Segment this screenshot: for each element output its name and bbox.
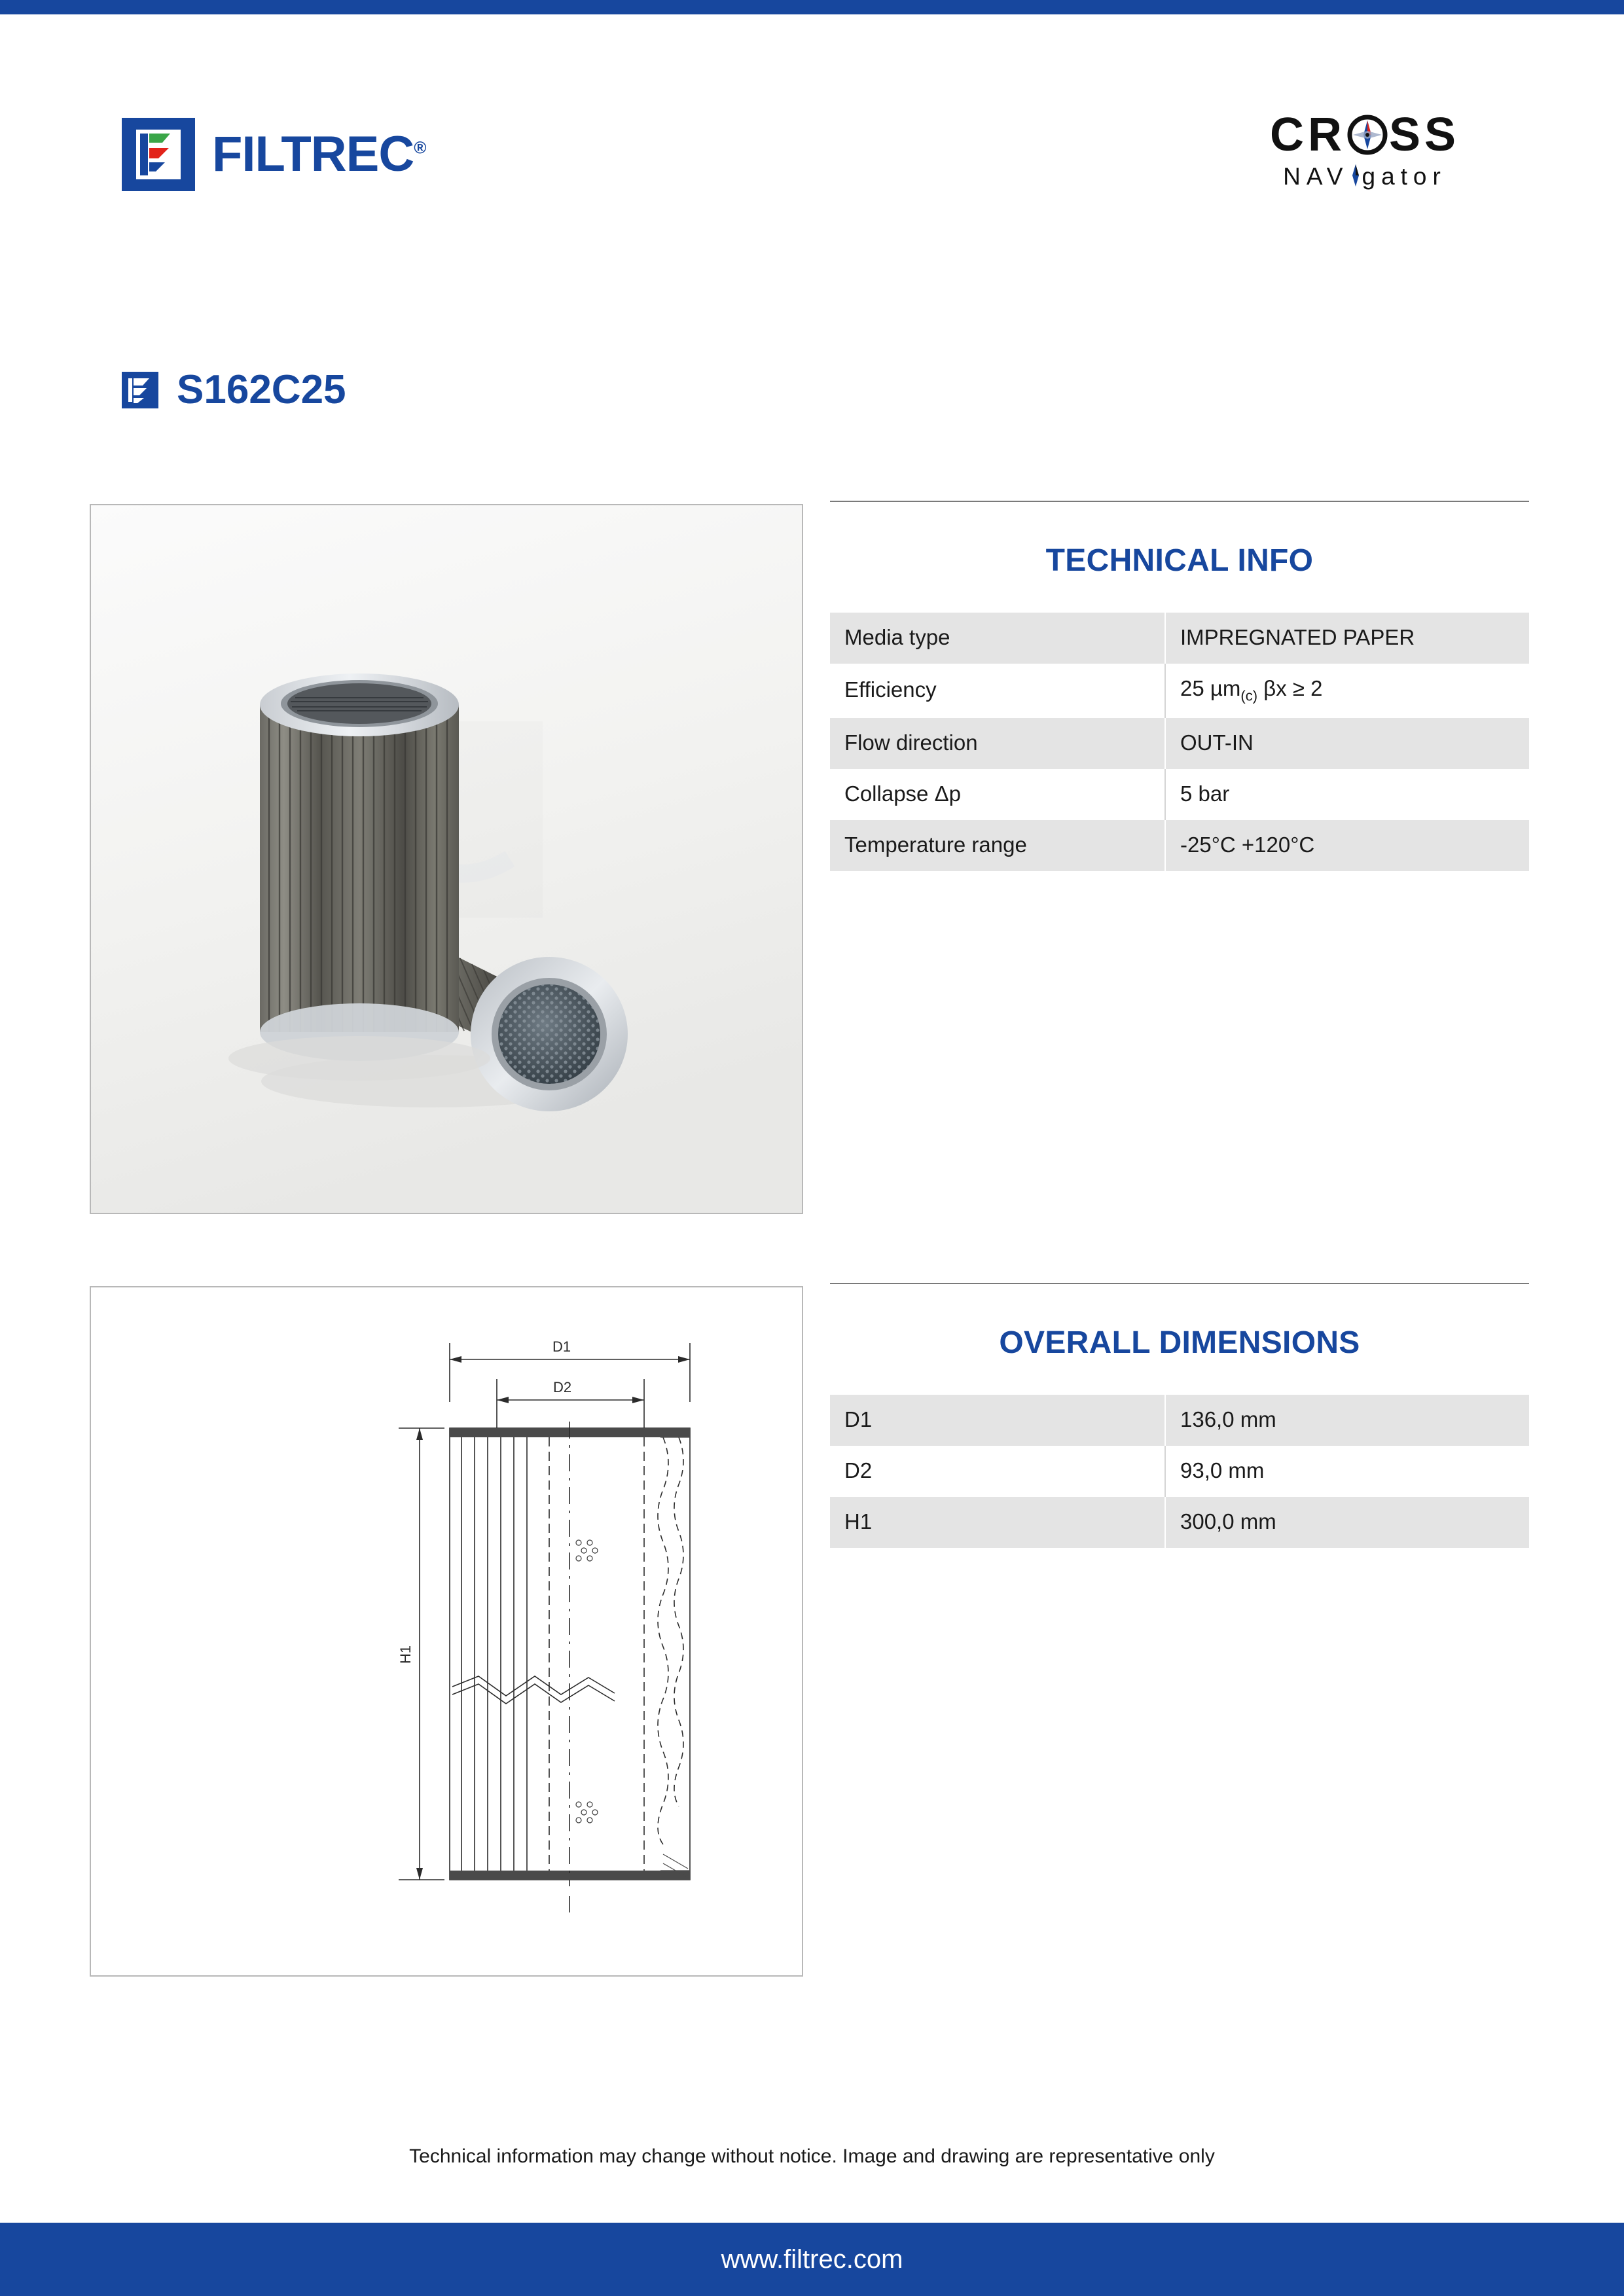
- page-header: [0, 111, 1624, 216]
- efficiency-value-tail: βx ≥ 2: [1257, 675, 1323, 700]
- filtrec-flag-icon: [122, 118, 195, 191]
- flow-direction-label: Flow direction: [830, 718, 1165, 769]
- overall-dimensions-section: [830, 1283, 1529, 1548]
- h1-value: 300,0 mm: [1165, 1497, 1529, 1548]
- logo-registered-mark: ®: [414, 137, 426, 158]
- drawing-label-d2: D2: [553, 1379, 572, 1395]
- logo-wordmark-text: FILTREC: [212, 126, 414, 182]
- compass-needle-icon: [1351, 164, 1360, 187]
- cross-suffix: SS: [1388, 109, 1460, 161]
- d2-label: D2: [830, 1446, 1165, 1497]
- flow-direction-value: OUT-IN: [1165, 718, 1529, 769]
- section-divider: [830, 1283, 1529, 1284]
- section-divider: [830, 501, 1529, 502]
- footer-disclaimer: Technical information may change without notice. Image and drawing are representative only: [409, 2145, 1215, 2167]
- drawing-label-d1: D1: [552, 1338, 571, 1355]
- filtrec-flag-glyph: [136, 130, 181, 179]
- cross-navigator-line2: [1227, 162, 1502, 190]
- technical-info-table: [830, 613, 1529, 871]
- collapse-dp-label: Collapse Δp: [830, 769, 1165, 820]
- collapse-dp-value: 5 bar: [1180, 781, 1230, 806]
- nav-suffix: gator: [1362, 163, 1447, 190]
- drawing-label-h1: H1: [397, 1645, 414, 1664]
- technical-info-section: [830, 501, 1529, 871]
- table-row: [830, 1395, 1529, 1446]
- footer-website-link[interactable]: www.filtrec.com: [721, 2244, 903, 2274]
- cross-navigator-logo: [1227, 111, 1502, 190]
- page-title: S162C25: [177, 367, 346, 412]
- media-type-label: Media type: [830, 613, 1165, 664]
- efficiency-value-sub: (c): [1240, 687, 1258, 704]
- filtrec-logo: [122, 118, 425, 191]
- logo-wordmark: [212, 126, 426, 182]
- media-type-value: IMPREGNATED PAPER: [1165, 613, 1529, 664]
- table-row: [830, 718, 1529, 769]
- technical-drawing-panel: [90, 1286, 803, 1977]
- page-title-row: [122, 367, 346, 412]
- table-row: [830, 613, 1529, 664]
- d1-value: 136,0 mm: [1165, 1395, 1529, 1446]
- efficiency-value: [1165, 664, 1529, 718]
- table-row: [830, 1497, 1529, 1548]
- technical-info-heading: TECHNICAL INFO: [1045, 543, 1314, 578]
- cross-navigator-line1: [1227, 109, 1502, 161]
- d1-label: D1: [830, 1395, 1165, 1446]
- nav-prefix: NAV: [1283, 163, 1349, 190]
- efficiency-value-main: 25 µm: [1180, 675, 1241, 700]
- product-photo: [91, 505, 802, 1213]
- d2-value: 93,0 mm: [1180, 1458, 1265, 1482]
- overall-dimensions-heading: OVERALL DIMENSIONS: [999, 1325, 1360, 1360]
- footer-bar: [0, 2223, 1624, 2296]
- table-row: [830, 664, 1529, 718]
- table-row: [830, 820, 1529, 871]
- top-accent-bar: [0, 0, 1624, 14]
- compass-icon: [1347, 115, 1388, 155]
- table-row: [830, 1446, 1529, 1497]
- filter-element-standing: [228, 673, 490, 1081]
- table-row: [830, 769, 1529, 820]
- cross-prefix: CR: [1269, 109, 1346, 161]
- temperature-range-value: -25°C +120°C: [1165, 820, 1529, 871]
- filtrec-mark-icon: [122, 372, 158, 408]
- overall-dimensions-table: [830, 1395, 1529, 1548]
- product-photo-panel: [90, 504, 803, 1214]
- efficiency-label: Efficiency: [830, 664, 1165, 718]
- technical-drawing: [91, 1287, 802, 1975]
- h1-label: H1: [830, 1497, 1165, 1548]
- temperature-range-label: Temperature range: [830, 820, 1165, 871]
